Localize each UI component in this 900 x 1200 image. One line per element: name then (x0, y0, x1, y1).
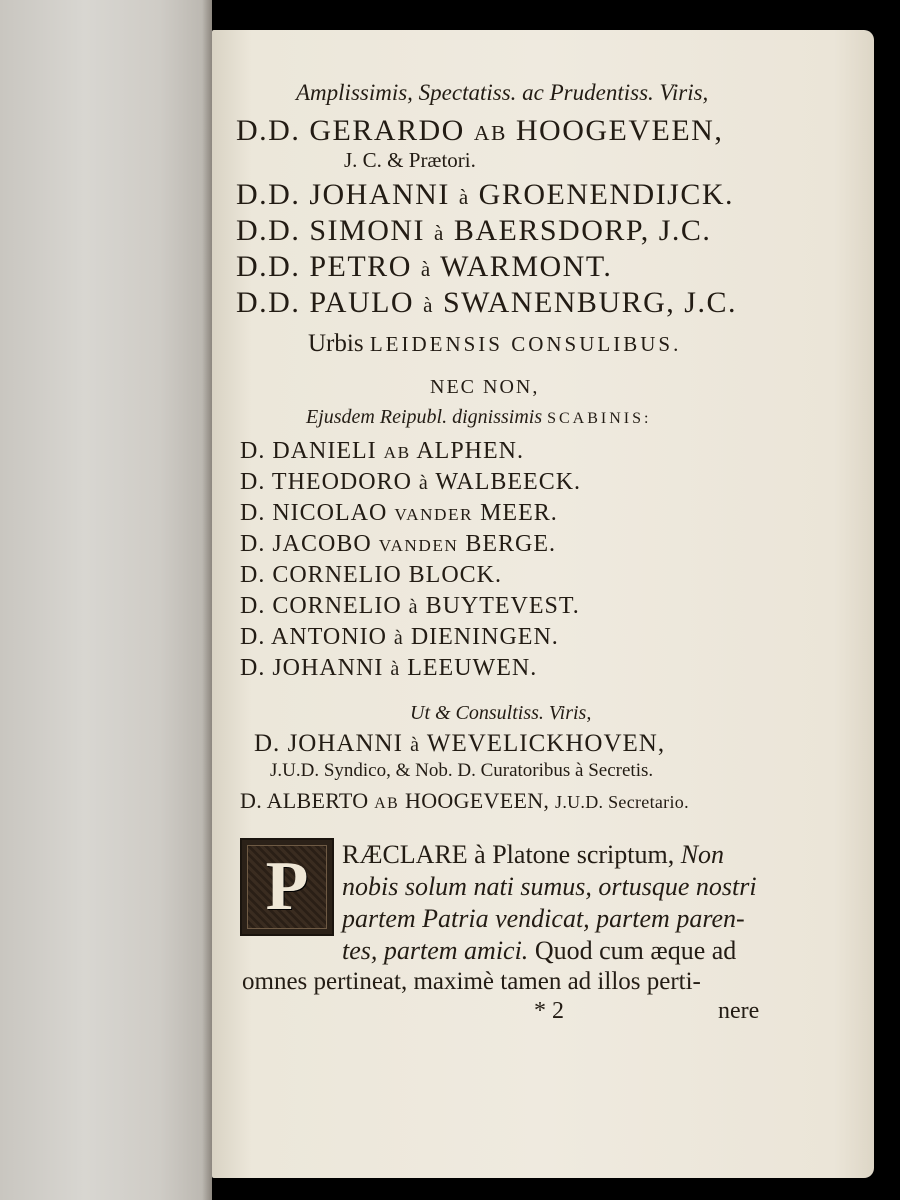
surname: BAERSDORP, (453, 214, 650, 247)
given-name: DANIELI (272, 438, 377, 464)
surname: DIENINGEN. (410, 624, 559, 650)
scabinus-line (240, 562, 502, 589)
particle: à (408, 596, 419, 618)
suffix: J.C. (658, 214, 712, 247)
given-name: SIMONI (309, 214, 426, 247)
prefix: D. (240, 469, 266, 495)
particle: à (390, 658, 401, 680)
prefix: D.D. (236, 286, 301, 319)
scabinus-line (240, 438, 524, 465)
consul-line-4 (236, 250, 612, 284)
particle: VANDEN (378, 536, 459, 555)
surname: GROENENDIJCK. (478, 178, 734, 211)
given-name: JOHANNI (287, 730, 403, 757)
surname: WARMONT. (440, 250, 613, 283)
prefix: D. (240, 500, 266, 526)
prefix: D.D. (236, 214, 301, 247)
roman-text: Quod cum æque ad (528, 936, 737, 965)
paragraph-line-3: partem Patria vendicat, partem paren- (342, 904, 745, 933)
surname: BERGE. (465, 531, 557, 557)
prefix: D.D. (236, 250, 301, 283)
particle: à (420, 257, 432, 281)
consuls-title (308, 330, 681, 358)
consul-line-1 (236, 114, 723, 148)
surname: WALBEECK. (435, 469, 582, 495)
right-page-recto (212, 30, 874, 1178)
syndic-line (254, 730, 665, 758)
given-name: JOHANNI (272, 655, 384, 681)
particle: à (434, 221, 445, 245)
particle: à (458, 185, 470, 209)
decorated-initial (240, 838, 334, 936)
roman-text: RÆCLARE à Platone scriptum, (342, 840, 675, 869)
scabinus-line (240, 531, 556, 558)
ut-consultiss-line: Ut & Consultiss. Viris, (410, 702, 592, 724)
paragraph-line-1 (342, 840, 724, 870)
given-name: JACOBO (272, 531, 372, 557)
particle: AB (383, 443, 411, 462)
particle: VANDER (394, 505, 474, 524)
given-name: THEODORO (271, 469, 412, 495)
initial-letter: P (265, 848, 309, 925)
prefix: D. (240, 531, 266, 557)
catchword: nere (718, 998, 760, 1024)
scabinus-line (240, 593, 580, 620)
surname: MEER. (480, 500, 558, 526)
prefix: D.D. (236, 178, 301, 211)
scabini-title (306, 406, 651, 429)
given-name: NICOLAO (272, 500, 388, 526)
italic-text: Non (674, 840, 725, 869)
given-name: JOHANNI (309, 178, 450, 211)
suffix: J.C. (684, 286, 737, 319)
scabinus-line (240, 655, 537, 682)
surname: SWANENBURG, (442, 286, 676, 319)
nec-non: NEC NON, (430, 376, 540, 398)
surname: ALPHEN. (416, 438, 525, 464)
scabini-title-caps: SCABINIS: (547, 410, 652, 427)
paragraph-line-4 (342, 936, 736, 966)
given-name: PETRO (309, 250, 412, 283)
prefix: D. (240, 562, 266, 588)
scabinus-line (240, 469, 581, 496)
surname: WEVELICKHOVEN, (426, 730, 666, 757)
prefix: D. (254, 730, 281, 757)
consuls-title-urbis: Urbis (308, 330, 364, 357)
particle: AB (473, 121, 507, 145)
paragraph-line-2: nobis solum nati sumus, ortusque nostri (342, 872, 757, 901)
consul-line-1-title: J. C. & Prætori. (344, 148, 476, 172)
given-name: GERARDO (309, 114, 465, 147)
initial-ornament (247, 845, 327, 929)
secretary-line (240, 788, 689, 814)
surname: HOOGEVEEN, (515, 114, 724, 147)
syndic-role: J.U.D. Syndico, & Nob. D. Curatoribus à Secretis. (270, 760, 654, 781)
particle: à (418, 472, 429, 494)
prefix: D. (240, 655, 266, 681)
given-name: PAULO (309, 286, 415, 319)
scabini-title-italic: Ejusdem Reipubl. dignissimis (306, 406, 543, 428)
given-name: ALBERTO (266, 788, 369, 813)
dedication-heading: Amplissimis, Spectatiss. ac Prudentiss. Viris, (296, 80, 709, 105)
given-name: CORNELIO (272, 562, 402, 588)
signature-mark: * 2 (534, 998, 564, 1024)
surname: HOOGEVEEN, (405, 788, 550, 813)
role: J.U.D. Secretario. (555, 792, 689, 812)
given-name: CORNELIO (272, 593, 402, 619)
particle: à (393, 627, 404, 649)
italic-text: tes, partem amici. (342, 936, 529, 965)
surname: LEEUWEN. (407, 655, 538, 681)
particle: à (423, 293, 434, 317)
particle: AB (374, 795, 400, 812)
consul-line-2 (236, 178, 734, 212)
page-text (212, 30, 874, 1178)
left-page-verso (0, 0, 212, 1200)
given-name: ANTONIO (271, 624, 387, 650)
prefix: D. (240, 593, 266, 619)
particle: à (410, 734, 421, 756)
prefix: D. (240, 624, 266, 650)
prefix: D. (240, 438, 266, 464)
prefix: D. (240, 788, 262, 813)
consul-line-5 (236, 286, 737, 320)
surname: BLOCK. (408, 562, 503, 588)
consul-line-3 (236, 214, 711, 248)
scabinus-line (240, 500, 558, 527)
consuls-title-caps: LEIDENSIS CONSULIBUS. (369, 332, 682, 356)
surname: BUYTEVEST. (425, 593, 580, 619)
paragraph-line-5: omnes pertineat, maximè tamen ad illos perti- (242, 968, 701, 995)
prefix: D.D. (236, 114, 301, 147)
scabinus-line (240, 624, 559, 651)
